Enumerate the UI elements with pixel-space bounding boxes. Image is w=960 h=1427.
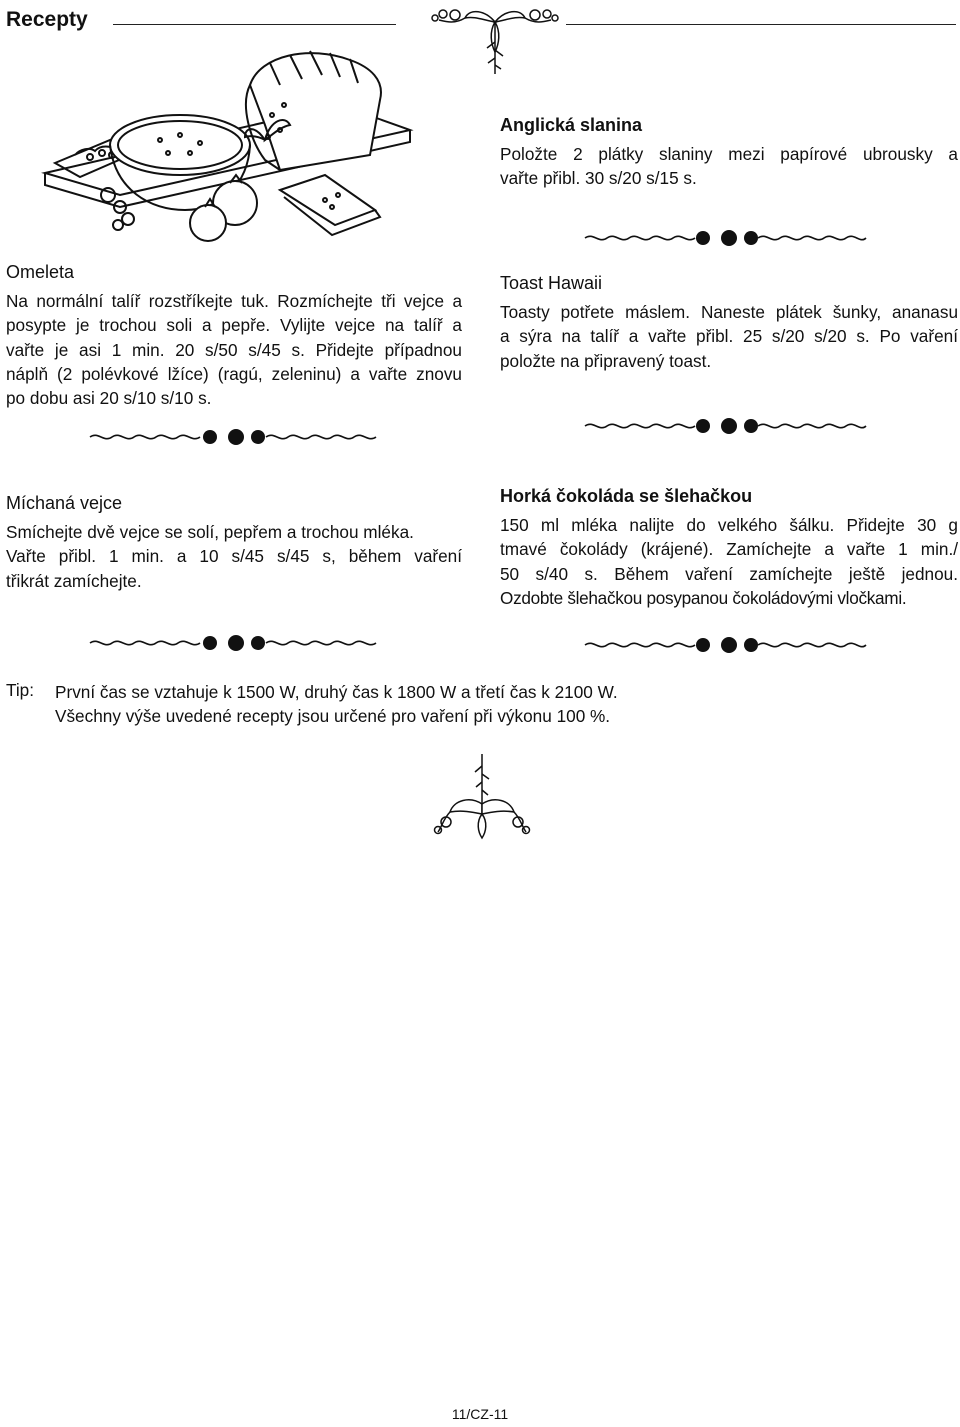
food-illustration [40,45,415,250]
page-number: 11/CZ-11 [451,1406,509,1422]
header-rule-right [566,24,956,25]
header-rule-left [113,24,396,25]
tip-label: Tip: [6,680,35,700]
tip-line: První čas se vztahuje k 1500 W, druhý čas k 1800 W a třetí čas k 2100 W. [55,682,618,702]
section-line: a sýra na talíř a vařte přibl. 25 s/20 s/20 s. Po vaření [500,326,958,347]
section-title: Míchaná vejce [6,493,123,513]
vine-divider-icon [88,631,378,655]
vine-divider-icon [583,633,868,657]
section-line: náplň (2 polévkové lžíce) (ragú, zeleninu) a vařte znovu [6,363,462,384]
section-omeleta [6,262,462,410]
section-title: Anglická slanina [500,115,643,135]
section-line: vařte je asi 1 min. 20 s/50 s/45 s. Přidejte případnou [6,339,462,360]
leaf-ornament-icon [432,752,532,842]
section-toast-hawaii [500,273,958,373]
section-line: Na normální talíř rozstříkejte tuk. Rozmíchejte tři vejce a [6,291,462,311]
section-line: vařte přibl. 30 s/20 s/15 s. [500,168,697,189]
section-line: Toasty potřete máslem. Naneste plátek šunky, ananasu [500,302,958,322]
section-line: třikrát zamíchejte. [6,570,142,591]
section-line: Vařte přibl. 1 min. a 10 s/45 s/45 s, během vaření [6,546,462,567]
section-title: Horká čokoláda se šlehačkou [500,486,753,506]
vine-divider-icon [88,425,378,449]
tip-text [55,680,755,729]
section-line: 50 s/40 s. Během vaření zamíchejte ještě jednou. [500,563,958,584]
section-line: Ozdobte šlehačkou posypanou čokoládovými vločkami. [500,587,907,608]
section-line: Položte 2 plátky slaniny mezi papírové ubrousky a [500,144,958,164]
section-title: Toast Hawaii [500,273,603,293]
section-line: 150 ml mléka nalijte do velkého šálku. Přidejte 30 g [500,515,958,535]
section-line: Smíchejte dvě vejce se solí, pepřem a trochou mléka. [6,522,414,542]
section-line: po dobu asi 20 s/10 s/10 s. [6,388,212,409]
vine-divider-icon [583,226,868,250]
section-line: tmavé čokolády (krájené). Zamíchejte a vařte 1 min./ [500,539,958,560]
page-title: Recepty [6,8,88,31]
section-horka-cokolada [500,486,958,610]
section-anglicka-slanina [500,115,958,191]
leaf-ornament-icon [425,2,565,77]
section-line: posypte je trochou soli a pepře. Vylijte vejce na talíř a [6,315,462,336]
section-michana-vejce [6,493,462,593]
vine-divider-icon [583,414,868,438]
section-line: položte na připravený toast. [500,350,712,371]
section-title: Omeleta [6,262,75,282]
tip-line: Všechny výše uvedené recepty jsou určené pro vaření při výkonu 100 %. [55,706,611,727]
